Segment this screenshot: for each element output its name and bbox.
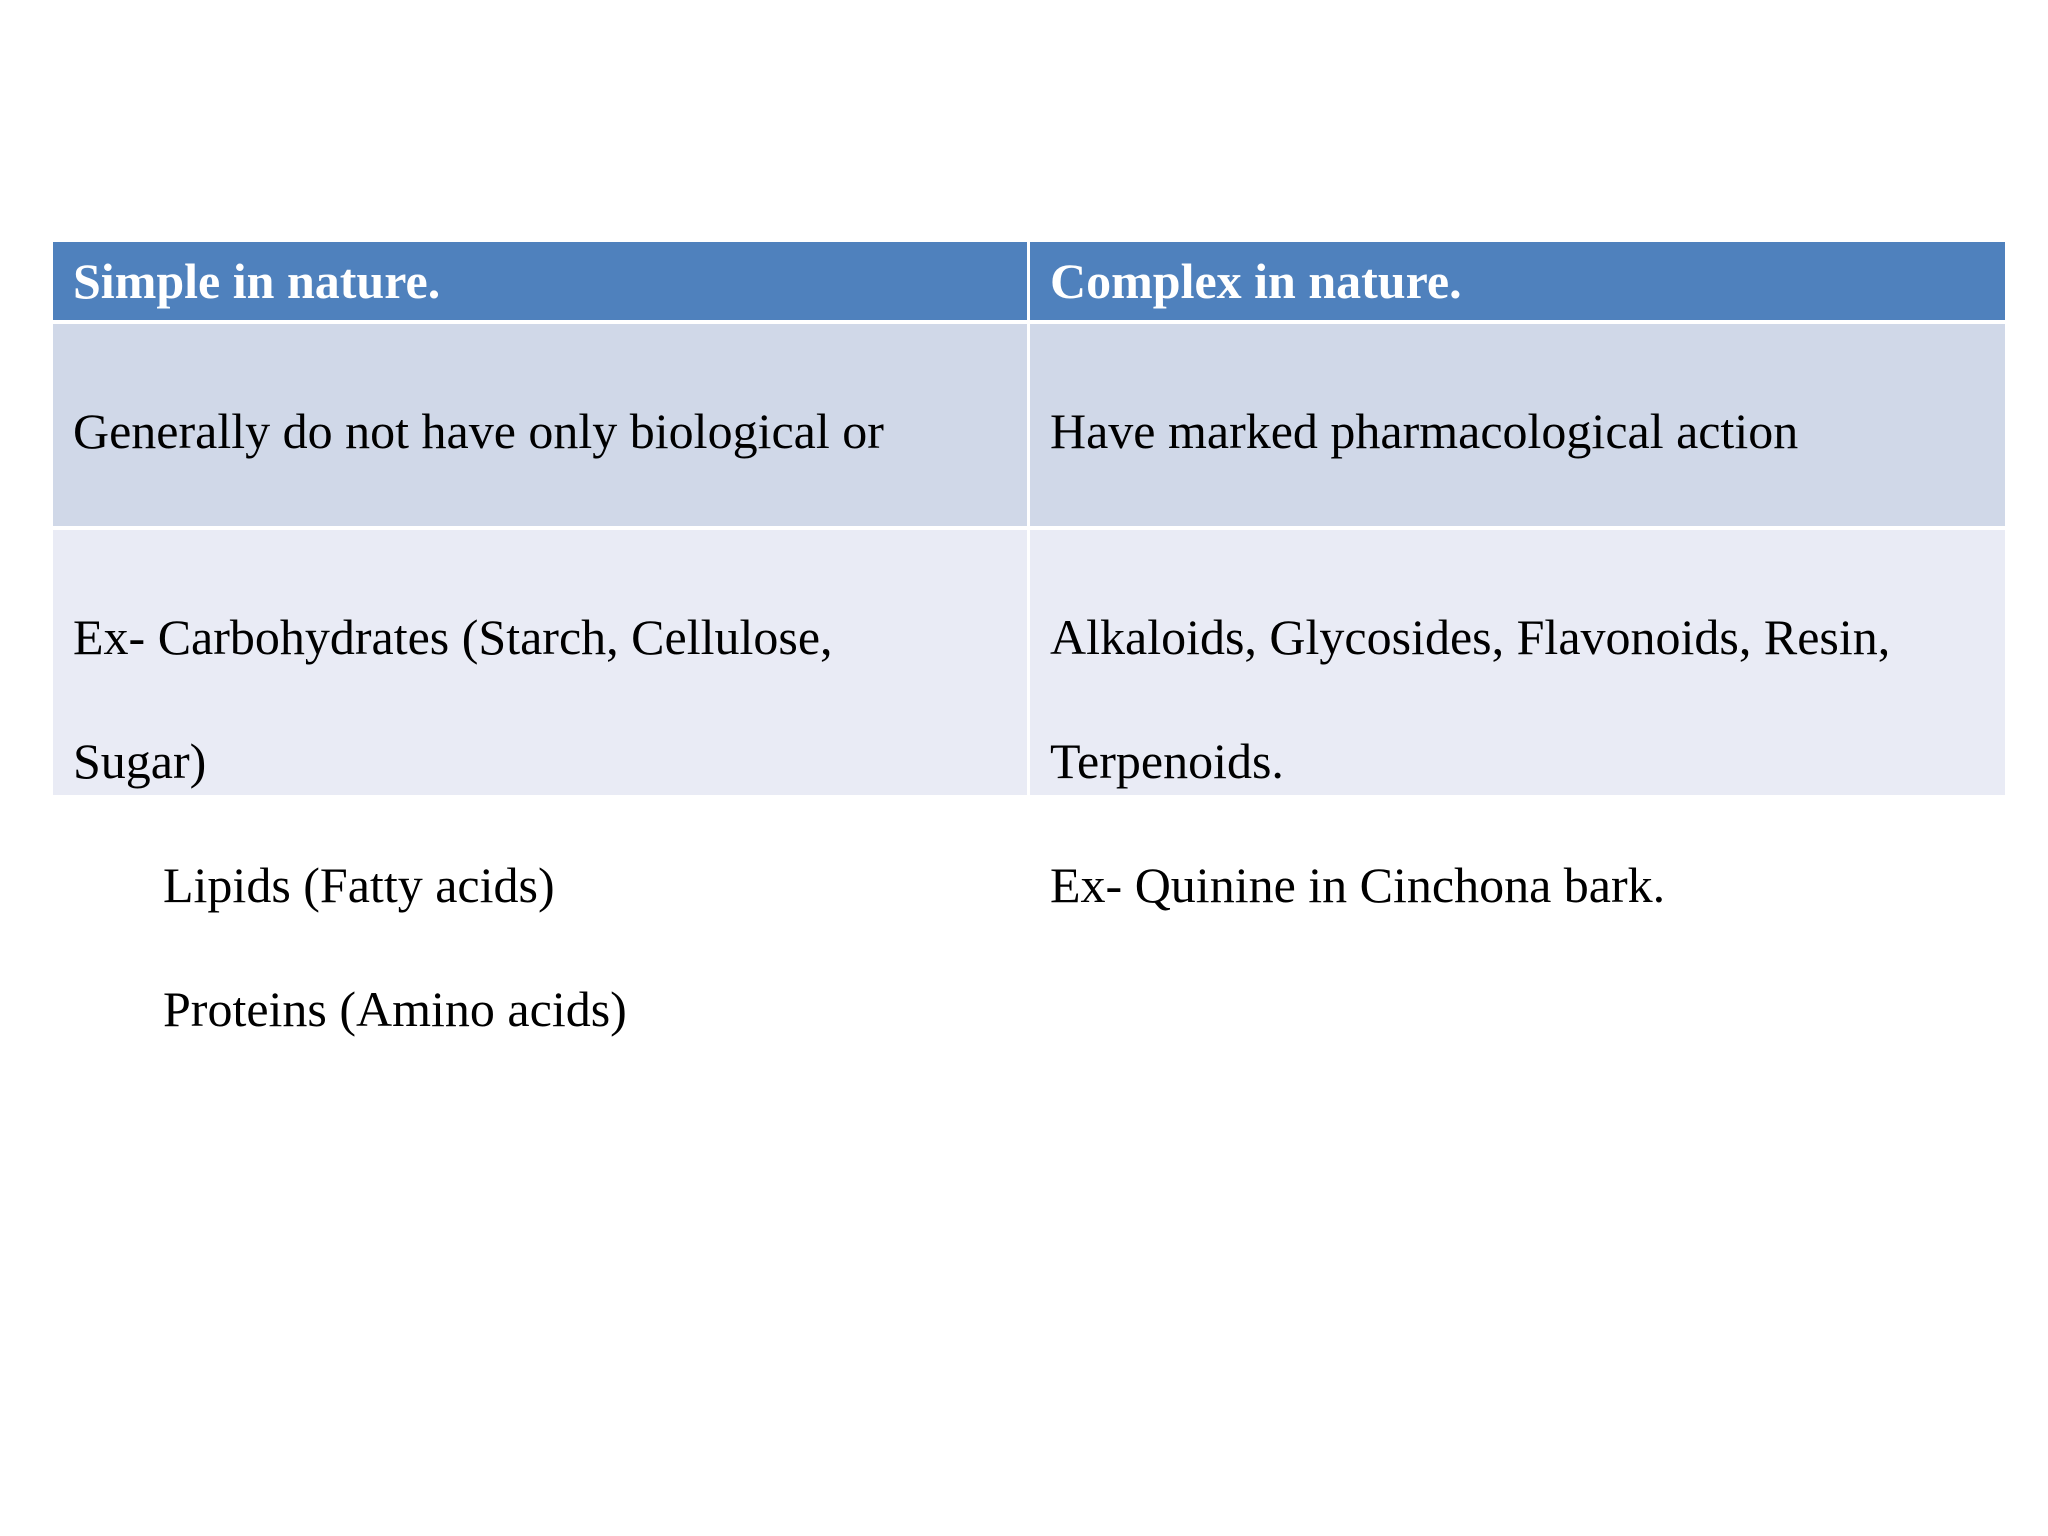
text-line: Alkaloids, Glycosides, Flavonoids, Resin, [1050,609,1891,665]
cell-complex-description [1030,324,2005,526]
text-line: Generally do not have only biological or [73,403,884,459]
text-line: Sugar) [73,733,207,789]
text-line-indented: Proteins (Amino acids) [163,981,627,1037]
cell-simple-examples [53,530,1027,1037]
cell-complex-examples [1030,530,2005,913]
header-complex: Complex in nature. [1030,242,2005,320]
cell-simple-description [53,324,1027,526]
text-line-indented: Lipids (Fatty acids) [163,857,555,913]
text-line: Have marked pharmacological action [1050,403,1799,459]
header-simple: Simple in nature. [53,242,1027,320]
text-line: Ex- Carbohydrates (Starch, Cellulose, [73,609,833,665]
text-line: Terpenoids. [1050,733,1284,789]
text-line: Ex- Quinine in Cinchona bark. [1050,857,1666,913]
comparison-table [53,242,2005,1037]
